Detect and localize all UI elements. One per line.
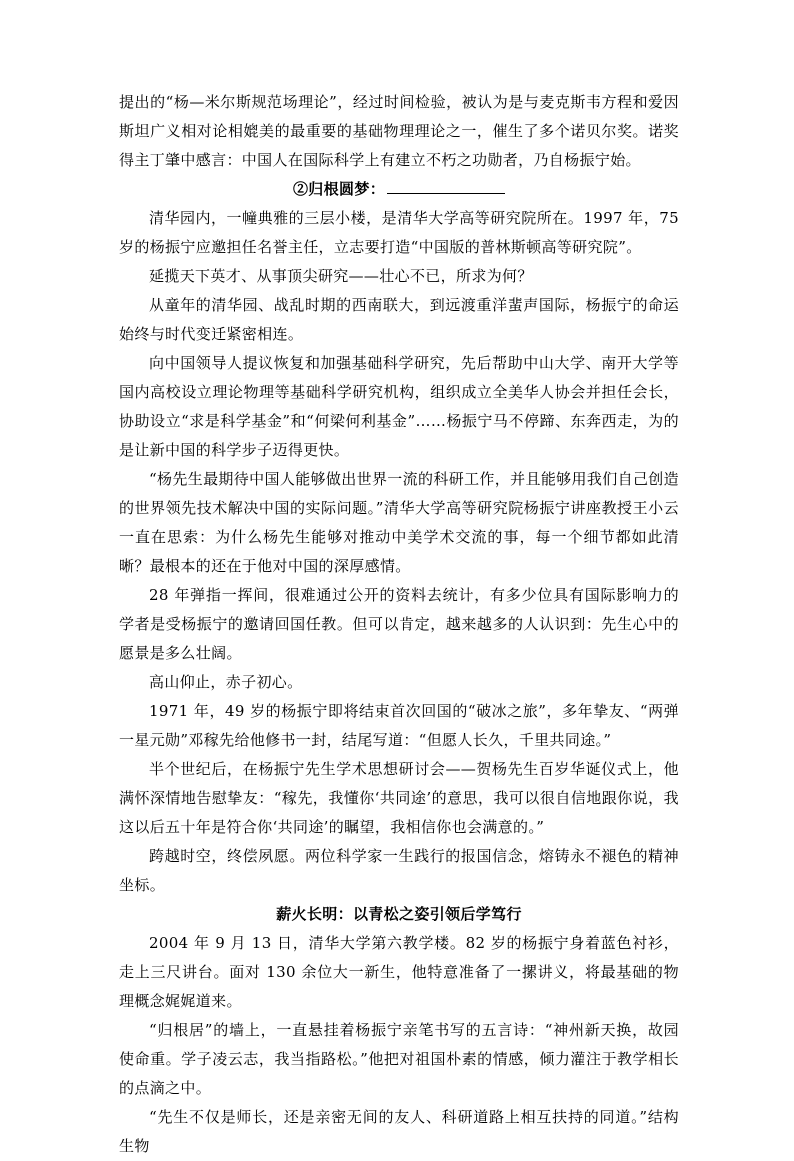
paragraph-4: 从童年的清华园、战乱时期的西南联大，到远渡重洋蜚声国际，杨振宁的命运始终与时代变迁紧密相连。 — [119, 296, 679, 343]
paragraph-7: 28 年弹指一挥间，很难通过公开的资料去统计，有多少位具有国际影响力的学者是受杨振宁的邀请回国任教。但可以肯定，越来越多的人认识到：先生心中的愿景是多么壮阔。 — [119, 586, 679, 662]
paragraph-10: 半个世纪后，在杨振宁先生学术思想研讨会——贺杨先生百岁华诞仪式上，他满怀深情地告慰挚友：“稼先，我懂你‘共同途’的意思，我可以很自信地跟你说，我这以后五十年是符合你‘共同途’的瞩望，我相信你也会满意的。” — [119, 760, 679, 836]
fill-in-blank — [387, 177, 505, 194]
paragraph-8: 高山仰止，赤子初心。 — [149, 673, 303, 691]
paragraph-9: 1971 年，49 岁的杨振宁即将结束首次回国的“破冰之旅”，多年挚友、“两弹一星元勋”邓稼先给他修书一封，结尾写道：“但愿人长久，千里共同途。” — [119, 702, 679, 749]
paragraph-1: 提出的“杨—米尔斯规范场理论”，经过时间检验，被认为是与麦克斯韦方程和爱因斯坦广义相对论相媲美的最重要的基础物理理论之一，催生了多个诺贝尔奖。诺奖得主丁肇中感言：中国人在国际科学上有建立不朽之功勋者，乃自杨振宁始。 — [119, 93, 679, 169]
article-body — [119, 88, 679, 1161]
paragraph-2: 清华园内，一幢典雅的三层小楼，是清华大学高等研究院所在。1997 年，75 岁的杨振宁应邀担任名誉主任，立志要打造“中国版的普林斯顿高等研究院”。 — [119, 209, 679, 256]
paragraph-5: 向中国领导人提议恢复和加强基础科学研究，先后帮助中山大学、南开大学等国内高校设立理论物理等基础科学研究机构，组织成立全美华人协会并担任会长，协助设立“求是科学基金”和“何梁何利基金”……杨振宁马不停蹄、东奔西走，为的是让新中国的科学步子迈得更快。 — [119, 354, 679, 459]
heading-text: ②归根圆梦： — [292, 180, 386, 198]
section-heading-legacy: 薪火长明：以青松之姿引领后学笃行 — [276, 905, 522, 923]
paragraph-12: 2004 年 9 月 13 日，清华大学第六教学楼。82 岁的杨振宁身着蓝色衬衫，走上三尺讲台。面对 130 余位大一新生，他特意准备了一摞讲义，将最基础的物理概念娓娓道来。 — [119, 934, 679, 1010]
paragraph-6: “杨先生最期待中国人能够做出世界一流的科研工作，并且能够用我们自己创造的世界领先技术解决中国的实际问题。”清华大学高等研究院杨振宁讲座教授王小云一直在思索：为什么杨先生能够对推动中美学术交流的事，每一个细节都如此清晰？最根本的还在于他对中国的深厚感情。 — [119, 470, 679, 575]
paragraph-13: “归根居”的墙上，一直悬挂着杨振宁亲笔书写的五言诗：“神州新天换，故园使命重。学子凌云志，我当指路松。”他把对祖国朴素的情感，倾力灌注于教学相长的点滴之中。 — [119, 1021, 679, 1097]
paragraph-11: 跨越时空，终偿夙愿。两位科学家一生践行的报国信念，熔铸永不褪色的精神坐标。 — [119, 847, 679, 894]
paragraph-14: “先生不仅是师长，还是亲密无间的友人、科研道路上相互扶持的同道。”结构生物 — [119, 1108, 679, 1155]
paragraph-3: 延揽天下英才、从事顶尖研究——壮心不已，所求为何？ — [149, 267, 533, 285]
section-heading-return — [119, 175, 679, 204]
